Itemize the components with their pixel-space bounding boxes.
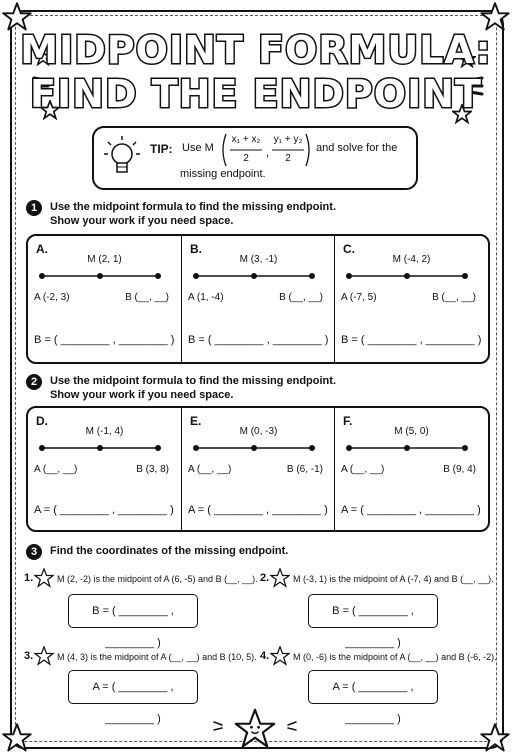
endpoint-a-label: A (__, __): [34, 464, 78, 475]
midpoint-label: M (5, 0): [394, 426, 429, 437]
number-line-segment: [335, 438, 488, 458]
endpoint-a-label: A (__, __): [341, 464, 385, 475]
number-line-segment: [182, 266, 335, 286]
section2-heading: [26, 374, 336, 402]
section3-instruction: Find the coordinates of the missing endpoint.: [50, 545, 289, 557]
problem-cell: [181, 408, 335, 530]
problem-statement: M (4, 3) is the midpoint of A (__, __) and B (10, 5).: [57, 652, 257, 662]
section1-subinstruction: Show your work if you need space.: [50, 215, 234, 227]
problem-statement: M (2, -2) is the midpoint of A (6, -5) and B (__, __).: [57, 574, 258, 584]
answer-field[interactable]: A = ( ________ , ________ ): [34, 504, 174, 516]
number-line-segment: [335, 266, 488, 286]
section-number-badge: 2: [26, 374, 42, 390]
sparkle-lines-icon: [282, 718, 298, 734]
problem-cell: [334, 408, 488, 530]
endpoint-a-label: A (-7, 5): [341, 292, 377, 303]
endpoint-b-label: B (3, 8): [136, 464, 169, 475]
endpoint-b-label: B (__, __): [432, 292, 476, 303]
endpoint-b-label: B (__, __): [279, 292, 323, 303]
section3-heading: [26, 544, 288, 558]
problem-letter: E.: [190, 414, 202, 428]
sparkle-lines-icon: [212, 718, 228, 734]
number-line-segment: [28, 266, 181, 286]
answer-field[interactable]: A = ( ________ , ________ ): [188, 504, 328, 516]
problem-letter: C.: [343, 242, 355, 256]
answer-box[interactable]: B = ( ________ , ________ ): [68, 594, 198, 628]
answer-box[interactable]: B = ( ________ , ________ ): [308, 594, 438, 628]
tip-line2: missing endpoint.: [180, 168, 266, 180]
problem-letter: D.: [36, 414, 48, 428]
problem-number: 4.: [260, 650, 270, 662]
endpoint-b-label: B (__, __): [125, 292, 169, 303]
midpoint-label: M (-1, 4): [85, 426, 124, 437]
formula-y-denominator: 2: [285, 153, 291, 164]
section2-subinstruction: Show your work if you need space.: [50, 389, 234, 401]
midpoint-label: M (0, -3): [239, 426, 278, 437]
number-line-segment: [28, 438, 181, 458]
problem-letter: B.: [190, 242, 202, 256]
star-icon: [270, 646, 290, 666]
midpoint-label: M (-4, 2): [392, 254, 431, 265]
tip-box: [92, 126, 418, 190]
problem-cell: [334, 236, 488, 362]
problem-number: 1.: [24, 572, 34, 584]
page-title-line1: MIDPOINT FORMULA:: [20, 28, 492, 72]
problem-cell: [28, 408, 181, 530]
answer-field[interactable]: B = ( ________ , ________ ): [341, 334, 482, 346]
svg-text:,: ,: [266, 147, 270, 159]
answer-box[interactable]: A = ( ________ , ________ ): [68, 670, 198, 704]
section-number-badge: 3: [26, 544, 42, 560]
problem-row-2: [26, 406, 490, 532]
star-icon: [270, 568, 290, 588]
formula-x-denominator: 2: [243, 153, 249, 164]
section1-heading: [26, 200, 336, 228]
problem-row-1: [26, 234, 490, 364]
problem-letter: A.: [36, 242, 48, 256]
problem-letter: F.: [343, 414, 353, 428]
answer-box[interactable]: A = ( ________ , ________ ): [308, 670, 438, 704]
section-number-badge: 1: [26, 200, 42, 216]
star-icon: [34, 646, 54, 666]
problem-number: 2.: [260, 572, 270, 584]
problem-number: 3.: [24, 650, 34, 662]
tip-label: TIP:: [150, 142, 173, 156]
smiling-star-icon: [232, 708, 278, 750]
problem-statement: M (0, -6) is the midpoint of A (__, __) and B (-6, -2).: [293, 652, 497, 662]
lightbulb-icon: [102, 134, 142, 184]
endpoint-a-label: A (1, -4): [188, 292, 224, 303]
endpoint-b-label: B (9, 4): [443, 464, 476, 475]
endpoint-a-label: A (-2, 3): [34, 292, 70, 303]
star-icon: [480, 723, 510, 753]
section1-instruction: Use the midpoint formula to find the missing endpoint.: [50, 201, 336, 213]
tip-use-text: Use M: [182, 142, 214, 154]
star-icon: [2, 723, 32, 753]
problem-statement: M (-3, 1) is the midpoint of A (-7, 4) and B (__, __).: [293, 574, 494, 584]
midpoint-label: M (2, 1): [87, 254, 122, 265]
midpoint-label: M (3, -1): [239, 254, 278, 265]
answer-field[interactable]: B = ( ________ , ________ ): [188, 334, 329, 346]
answer-field[interactable]: B = ( ________ , ________ ): [34, 334, 175, 346]
endpoint-a-label: A (__, __): [188, 464, 232, 475]
answer-field[interactable]: A = ( ________ , ________ ): [341, 504, 481, 516]
problem-cell: [28, 236, 181, 362]
section2-instruction: Use the midpoint formula to find the missing endpoint.: [50, 375, 336, 387]
page-title-line2: FIND THE ENDPOINT: [30, 72, 482, 116]
number-line-segment: [182, 438, 335, 458]
star-icon: [34, 568, 54, 588]
endpoint-b-label: B (6, -1): [286, 464, 323, 475]
formula-x-numerator: x₁ + x₂: [231, 134, 261, 145]
tip-suffix: and solve for the: [316, 142, 398, 154]
problem-cell: [181, 236, 335, 362]
formula-y-numerator: y₁ + y₂: [273, 134, 303, 145]
